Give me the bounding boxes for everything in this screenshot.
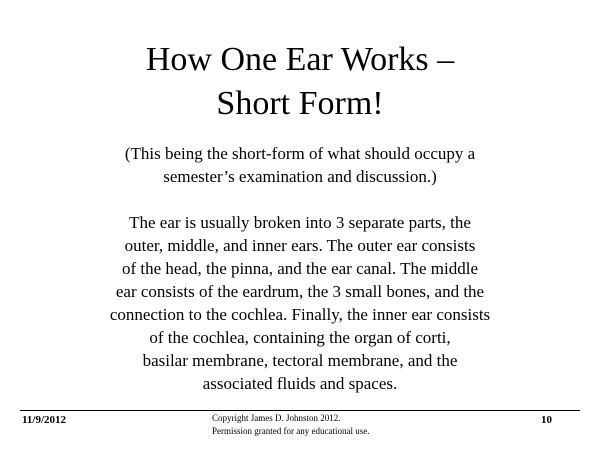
body-line: ear consists of the eardrum, the 3 small bones, and the bbox=[115, 282, 485, 301]
slide-title-line: How One Ear Works – bbox=[145, 41, 455, 78]
slide-body-text bbox=[40, 211, 560, 395]
body-line: outer, middle, and inner ears. The outer ear consists bbox=[124, 236, 476, 255]
copyright-line: Permission granted for any educational use. bbox=[212, 426, 370, 436]
body-line: of the head, the pinna, and the ear canal. The middle bbox=[121, 259, 479, 278]
slide-subtitle bbox=[60, 142, 540, 188]
subtitle-line: (This being the short-form of what should occupy a bbox=[124, 144, 476, 163]
body-line: basilar membrane, tectoral membrane, and the bbox=[142, 351, 458, 370]
slide-title-line: Short Form! bbox=[216, 85, 384, 122]
body-line: of the cochlea, containing the organ of corti, bbox=[149, 328, 451, 347]
footer-divider bbox=[20, 410, 580, 411]
page-number: 10 bbox=[541, 414, 552, 426]
body-line: connection to the cochlea. Finally, the inner ear consists bbox=[109, 305, 491, 324]
slide-title bbox=[40, 38, 560, 126]
copyright-line: Copyright James D. Johnston 2012. bbox=[212, 413, 341, 423]
body-line: associated fluids and spaces. bbox=[202, 374, 398, 393]
body-line: The ear is usually broken into 3 separate parts, the bbox=[129, 213, 471, 232]
footer-date: 11/9/2012 bbox=[22, 414, 67, 426]
subtitle-line: semester’s examination and discussion.) bbox=[163, 167, 437, 186]
footer-copyright bbox=[212, 412, 369, 438]
